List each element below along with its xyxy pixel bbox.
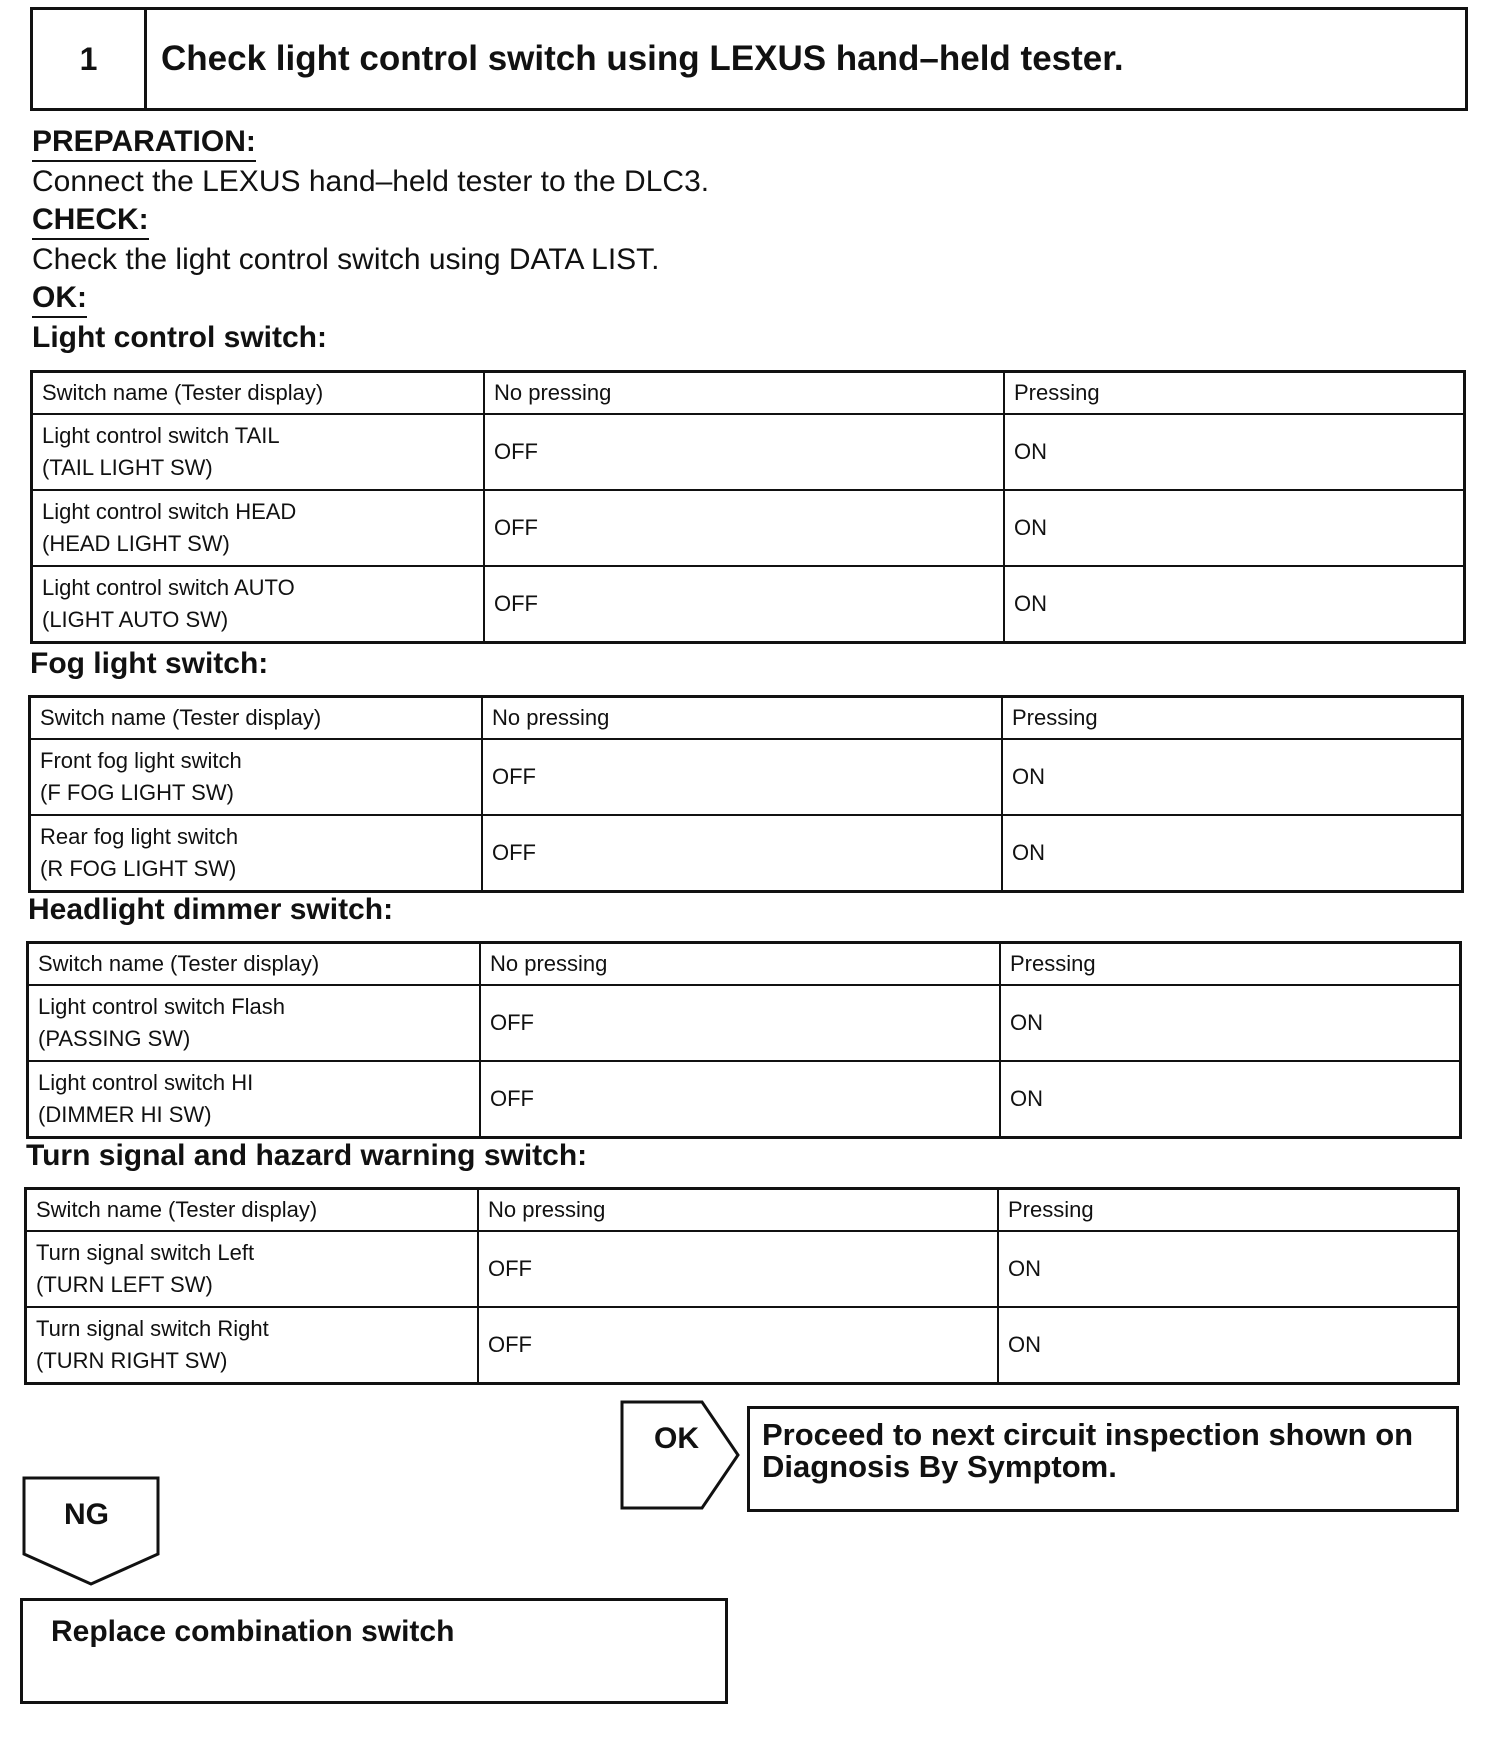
table-row	[26, 1231, 1459, 1307]
switch-name-cell	[32, 566, 485, 643]
step-title: Check light control switch using LEXUS hand–held tester.	[161, 39, 1124, 78]
headlight-dimmer-switch-title: Headlight dimmer switch:	[28, 893, 394, 926]
ok-result-box	[747, 1406, 1459, 1512]
preparation-label: PREPARATION:	[32, 124, 256, 162]
switch-name: Light control switch HI	[38, 1070, 254, 1095]
header-switch-name: Switch name (Tester display)	[30, 697, 483, 740]
tester-display: (DIMMER HI SW)	[38, 1102, 212, 1127]
table-row	[32, 566, 1465, 643]
table-row	[28, 1061, 1461, 1138]
switch-name-cell	[30, 739, 483, 815]
fog-light-switch-table	[28, 695, 1464, 893]
pressing-value: ON	[998, 1231, 1459, 1307]
turn-signal-switch-table	[24, 1187, 1460, 1385]
pressing-value: ON	[1004, 490, 1465, 566]
switch-name: Turn signal switch Right	[36, 1316, 269, 1341]
tester-display: (TURN LEFT SW)	[36, 1272, 213, 1297]
switch-name-cell	[28, 985, 481, 1061]
check-label: CHECK:	[32, 202, 149, 240]
tester-display: (LIGHT AUTO SW)	[42, 607, 229, 632]
table-header-row	[30, 697, 1463, 740]
light-control-switch-title: Light control switch:	[32, 321, 327, 354]
header-pressing: Pressing	[1002, 697, 1463, 740]
switch-name: Light control switch HEAD	[42, 499, 297, 524]
header-switch-name: Switch name (Tester display)	[26, 1189, 479, 1232]
switch-name: Turn signal switch Left	[36, 1240, 255, 1265]
table-row	[32, 414, 1465, 490]
table-header-row	[28, 943, 1461, 986]
header-no-pressing: No pressing	[484, 372, 1004, 415]
header-no-pressing: No pressing	[482, 697, 1002, 740]
ok-result-line1: Proceed to next circuit inspection shown on	[762, 1417, 1414, 1452]
ok-result-line2: Diagnosis By Symptom.	[762, 1449, 1117, 1484]
switch-name-cell	[28, 1061, 481, 1138]
tester-display: (PASSING SW)	[38, 1026, 191, 1051]
step-header	[30, 7, 1468, 111]
check-text: Check the light control switch using DATA LIST.	[32, 243, 660, 276]
no-pressing-value: OFF	[482, 815, 1002, 892]
light-control-switch-table	[30, 370, 1466, 644]
header-no-pressing: No pressing	[480, 943, 1000, 986]
tester-display: (R FOG LIGHT SW)	[40, 856, 237, 881]
table-row	[26, 1307, 1459, 1384]
no-pressing-value: OFF	[480, 1061, 1000, 1138]
step-number: 1	[33, 10, 147, 108]
no-pressing-value: OFF	[482, 739, 1002, 815]
ok-branch-tag	[620, 1400, 742, 1510]
no-pressing-value: OFF	[478, 1307, 998, 1384]
no-pressing-value: OFF	[478, 1231, 998, 1307]
ok-spec-label: OK:	[32, 280, 87, 318]
turn-signal-switch-title: Turn signal and hazard warning switch:	[26, 1139, 588, 1172]
table-row	[30, 815, 1463, 892]
switch-name-cell	[32, 414, 485, 490]
switch-name: Front fog light switch	[40, 748, 242, 773]
switch-name-cell	[30, 815, 483, 892]
tester-display: (F FOG LIGHT SW)	[40, 780, 234, 805]
no-pressing-value: OFF	[484, 566, 1004, 643]
tester-display: (HEAD LIGHT SW)	[42, 531, 230, 556]
pressing-value: ON	[1000, 1061, 1461, 1138]
table-header-row	[32, 372, 1465, 415]
switch-name-cell	[26, 1307, 479, 1384]
tester-display: (TAIL LIGHT SW)	[42, 455, 213, 480]
headlight-dimmer-switch-table	[26, 941, 1462, 1139]
pressing-value: ON	[1000, 985, 1461, 1061]
ng-tag-label: NG	[64, 1498, 109, 1531]
header-pressing: Pressing	[998, 1189, 1459, 1232]
header-switch-name: Switch name (Tester display)	[32, 372, 485, 415]
pressing-value: ON	[1002, 739, 1463, 815]
header-pressing: Pressing	[1004, 372, 1465, 415]
ng-result-box: Replace combination switch	[20, 1598, 728, 1704]
fog-light-switch-title: Fog light switch:	[30, 647, 269, 680]
switch-name-cell	[32, 490, 485, 566]
table-header-row	[26, 1189, 1459, 1232]
pressing-value: ON	[1004, 414, 1465, 490]
table-row	[30, 739, 1463, 815]
ng-branch-tag	[22, 1476, 160, 1586]
switch-name-cell	[26, 1231, 479, 1307]
preparation-text: Connect the LEXUS hand–held tester to the DLC3.	[32, 165, 710, 198]
header-switch-name: Switch name (Tester display)	[28, 943, 481, 986]
header-no-pressing: No pressing	[478, 1189, 998, 1232]
table-row	[32, 490, 1465, 566]
switch-name: Light control switch TAIL	[42, 423, 280, 448]
ok-tag-label: OK	[654, 1422, 699, 1455]
no-pressing-value: OFF	[484, 414, 1004, 490]
tester-display: (TURN RIGHT SW)	[36, 1348, 228, 1373]
table-row	[28, 985, 1461, 1061]
pressing-value: ON	[1002, 815, 1463, 892]
pressing-value: ON	[998, 1307, 1459, 1384]
pressing-value: ON	[1004, 566, 1465, 643]
switch-name: Light control switch Flash	[38, 994, 285, 1019]
no-pressing-value: OFF	[484, 490, 1004, 566]
no-pressing-value: OFF	[480, 985, 1000, 1061]
header-pressing: Pressing	[1000, 943, 1461, 986]
switch-name: Rear fog light switch	[40, 824, 239, 849]
switch-name: Light control switch AUTO	[42, 575, 295, 600]
